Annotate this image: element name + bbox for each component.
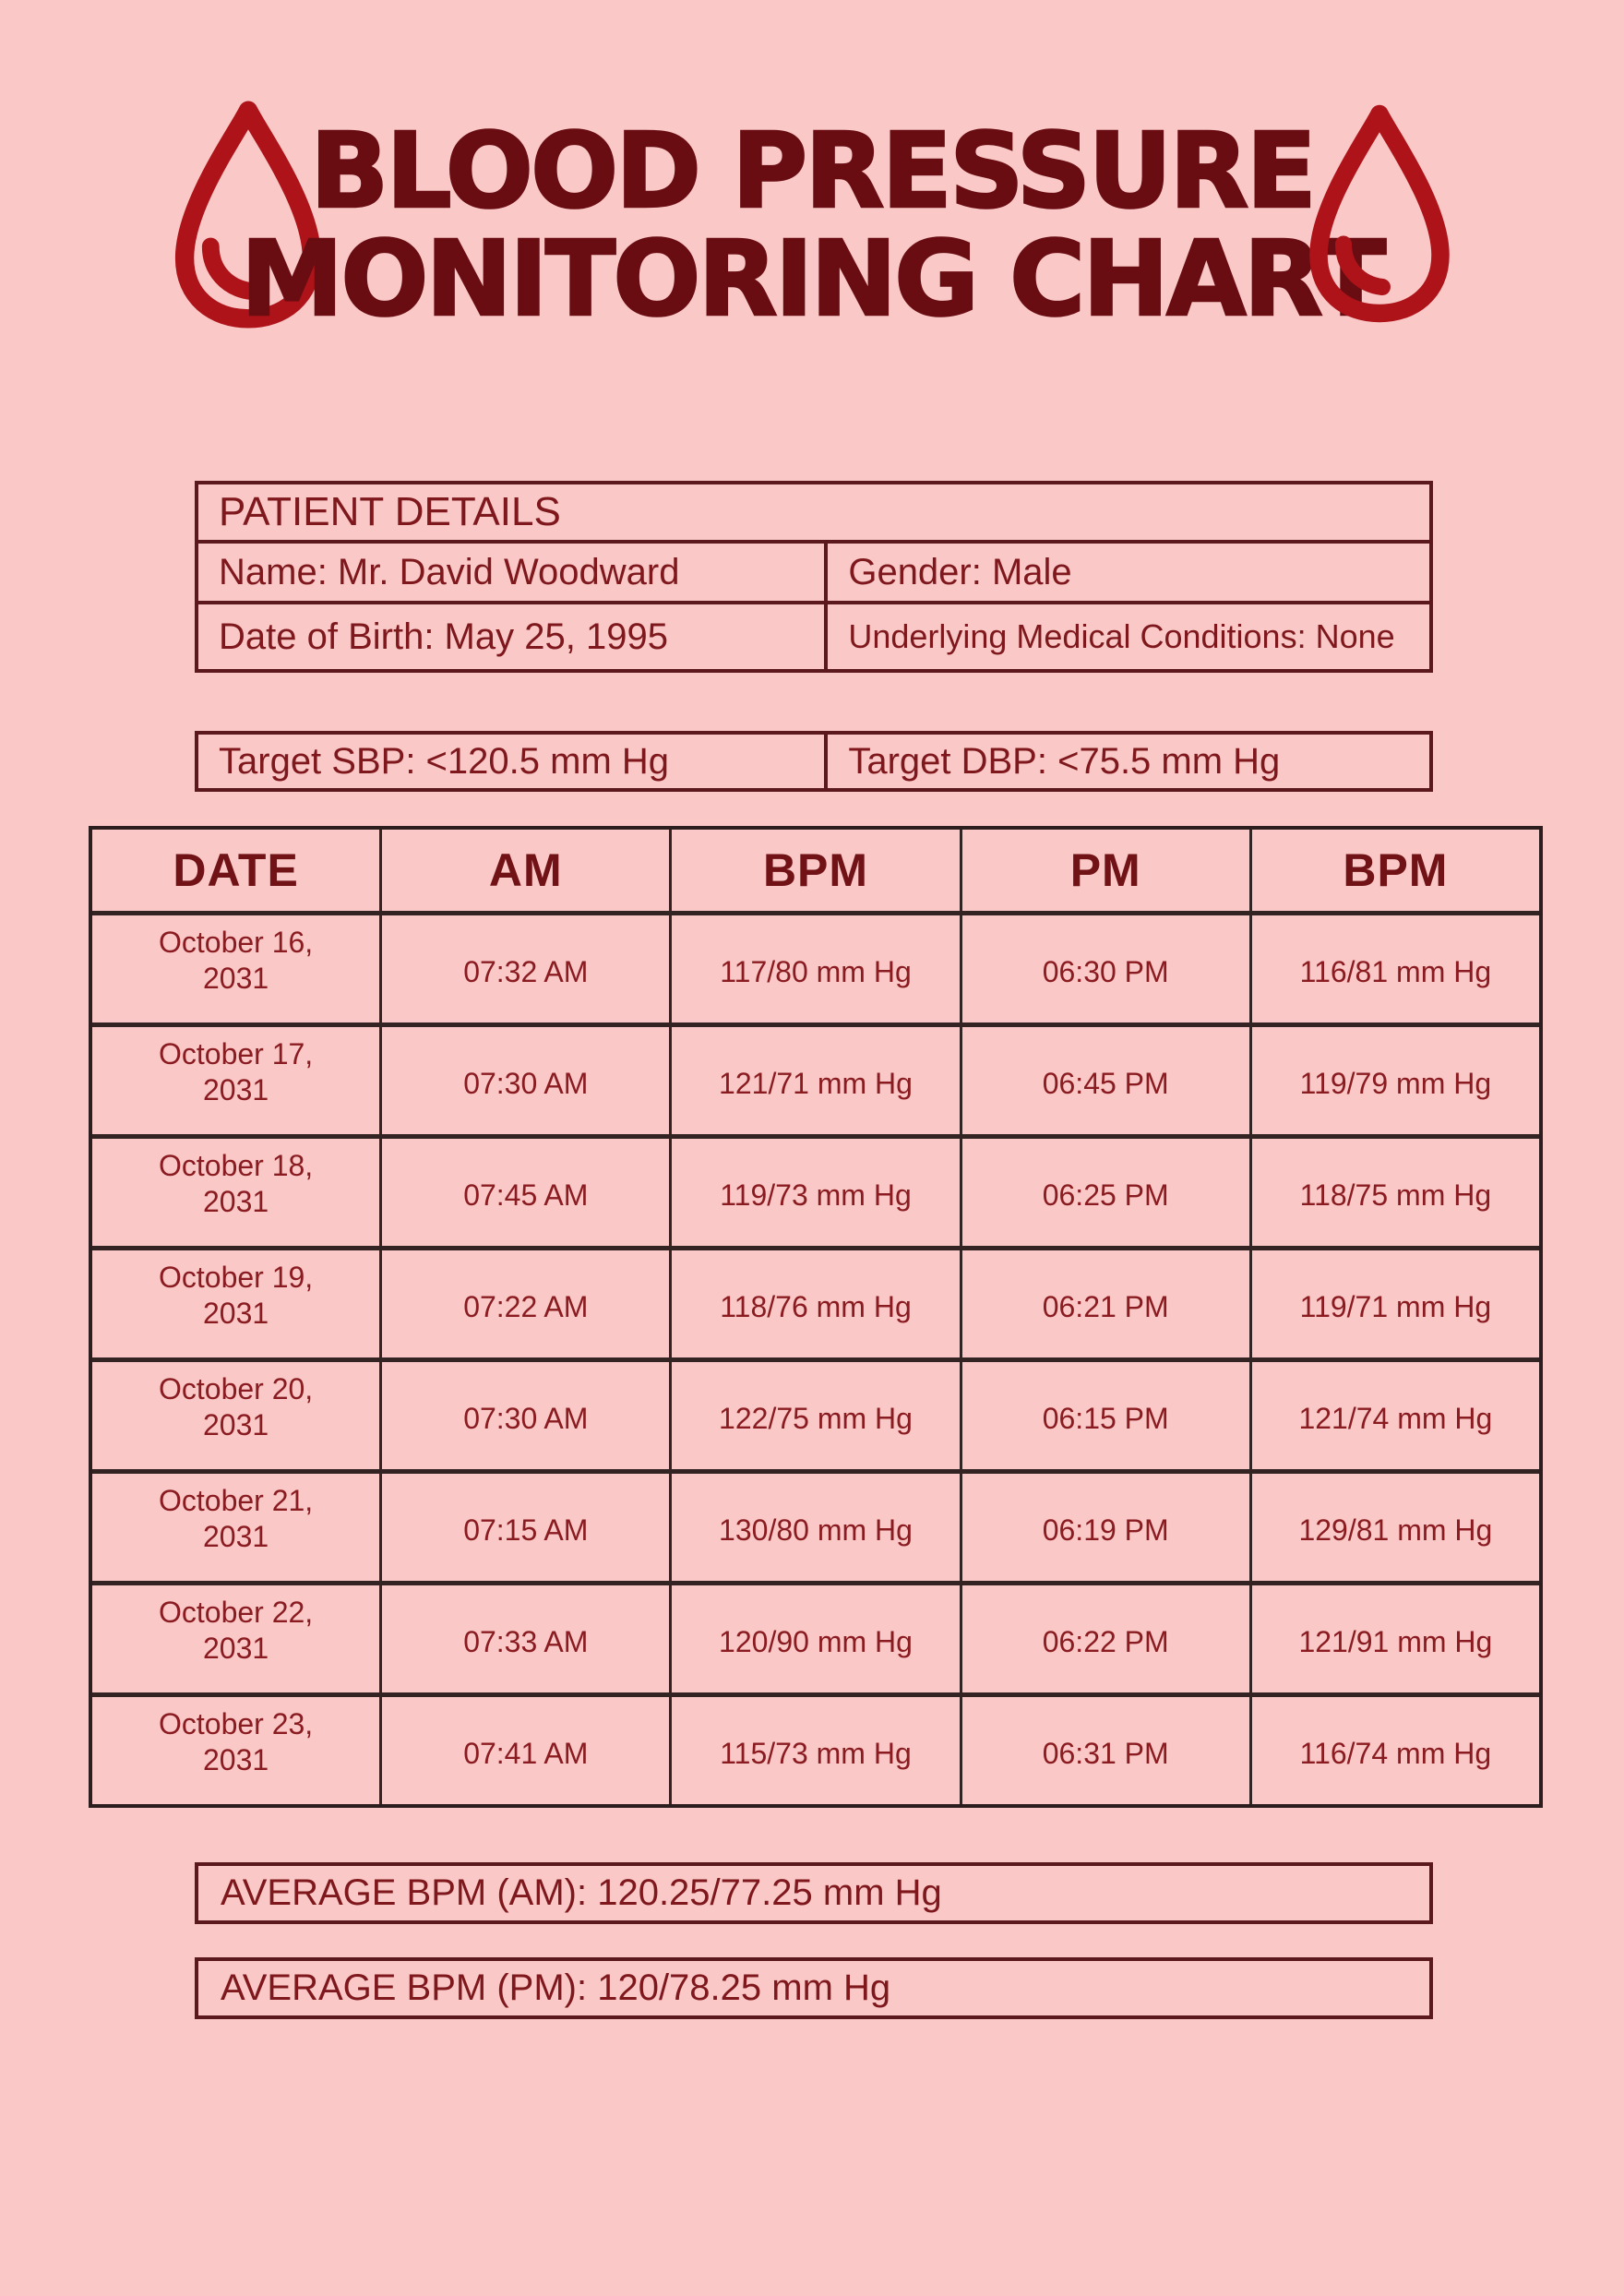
row-am-bpm: 119/73 mm Hg [672,1139,959,1246]
row-am-time: 07:15 AM [382,1474,669,1581]
row-date [92,1362,379,1469]
patient-date-of-birth: Date of Birth: May 25, 1995 [198,604,824,669]
row-am-time: 07:45 AM [382,1139,669,1246]
row-date [92,1474,379,1581]
date-text: October 17, 2031 [158,1037,314,1106]
target-dbp: Target DBP: <75.5 mm Hg [828,735,1429,788]
row-date [92,915,379,1022]
date-text: October 22, 2031 [158,1596,314,1665]
row-am-time: 07:22 AM [382,1250,669,1357]
date-text: October 20, 2031 [158,1372,314,1441]
row-am-bpm: 121/71 mm Hg [672,1027,959,1134]
page-title-line1: BLOOD PRESSURE [310,112,1314,232]
row-date [92,1697,379,1804]
date-text: October 19, 2031 [158,1261,314,1330]
target-table [195,731,1433,792]
bp-monitoring-table [89,826,1543,1808]
row-date [92,1250,379,1357]
patient-details-heading: PATIENT DETAILS [198,484,1429,540]
date-text: October 23, 2031 [158,1707,314,1776]
row-pm-time: 06:22 PM [962,1585,1249,1692]
row-am-bpm: 118/76 mm Hg [672,1250,959,1357]
average-bpm-pm: AVERAGE BPM (PM): 120/78.25 mm Hg [195,1957,1433,2019]
row-pm-time: 06:45 PM [962,1027,1249,1134]
date-text: October 18, 2031 [158,1149,314,1218]
patient-conditions: Underlying Medical Conditions: None [828,604,1429,669]
row-pm-bpm: 119/79 mm Hg [1252,1027,1539,1134]
row-am-time: 07:30 AM [382,1362,669,1469]
row-am-bpm: 117/80 mm Hg [672,915,959,1022]
row-pm-time: 06:19 PM [962,1474,1249,1581]
row-pm-bpm: 129/81 mm Hg [1252,1474,1539,1581]
patient-name: Name: Mr. David Woodward [198,544,824,601]
patient-gender: Gender: Male [828,544,1429,601]
page-title-line2: MONITORING CHART [240,220,1384,340]
row-pm-bpm: 121/91 mm Hg [1252,1585,1539,1692]
date-text: October 21, 2031 [158,1484,314,1553]
row-pm-time: 06:30 PM [962,915,1249,1022]
patient-details-table [195,481,1433,673]
target-sbp: Target SBP: <120.5 mm Hg [198,735,824,788]
row-am-bpm: 115/73 mm Hg [672,1697,959,1804]
row-am-time: 07:30 AM [382,1027,669,1134]
column-header-bpm-am: BPM [672,830,959,911]
row-pm-time: 06:31 PM [962,1697,1249,1804]
row-date [92,1585,379,1692]
row-am-bpm: 130/80 mm Hg [672,1474,959,1581]
row-am-bpm: 120/90 mm Hg [672,1585,959,1692]
row-pm-bpm: 116/74 mm Hg [1252,1697,1539,1804]
column-header-pm: PM [962,830,1249,911]
row-pm-bpm: 119/71 mm Hg [1252,1250,1539,1357]
row-pm-bpm: 116/81 mm Hg [1252,915,1539,1022]
date-text: October 16, 2031 [158,926,314,995]
header [0,0,1624,478]
column-header-bpm-pm: BPM [1252,830,1539,911]
row-am-time: 07:32 AM [382,915,669,1022]
row-pm-time: 06:25 PM [962,1139,1249,1246]
average-bpm-am: AVERAGE BPM (AM): 120.25/77.25 mm Hg [195,1862,1433,1924]
row-am-bpm: 122/75 mm Hg [672,1362,959,1469]
column-header-am: AM [382,830,669,911]
row-am-time: 07:33 AM [382,1585,669,1692]
row-am-time: 07:41 AM [382,1697,669,1804]
row-pm-time: 06:21 PM [962,1250,1249,1357]
row-pm-bpm: 121/74 mm Hg [1252,1362,1539,1469]
row-date [92,1027,379,1134]
row-pm-time: 06:15 PM [962,1362,1249,1469]
row-pm-bpm: 118/75 mm Hg [1252,1139,1539,1246]
column-header-date: DATE [92,830,379,911]
blood-drop-icon [1296,83,1463,344]
row-date [92,1139,379,1246]
